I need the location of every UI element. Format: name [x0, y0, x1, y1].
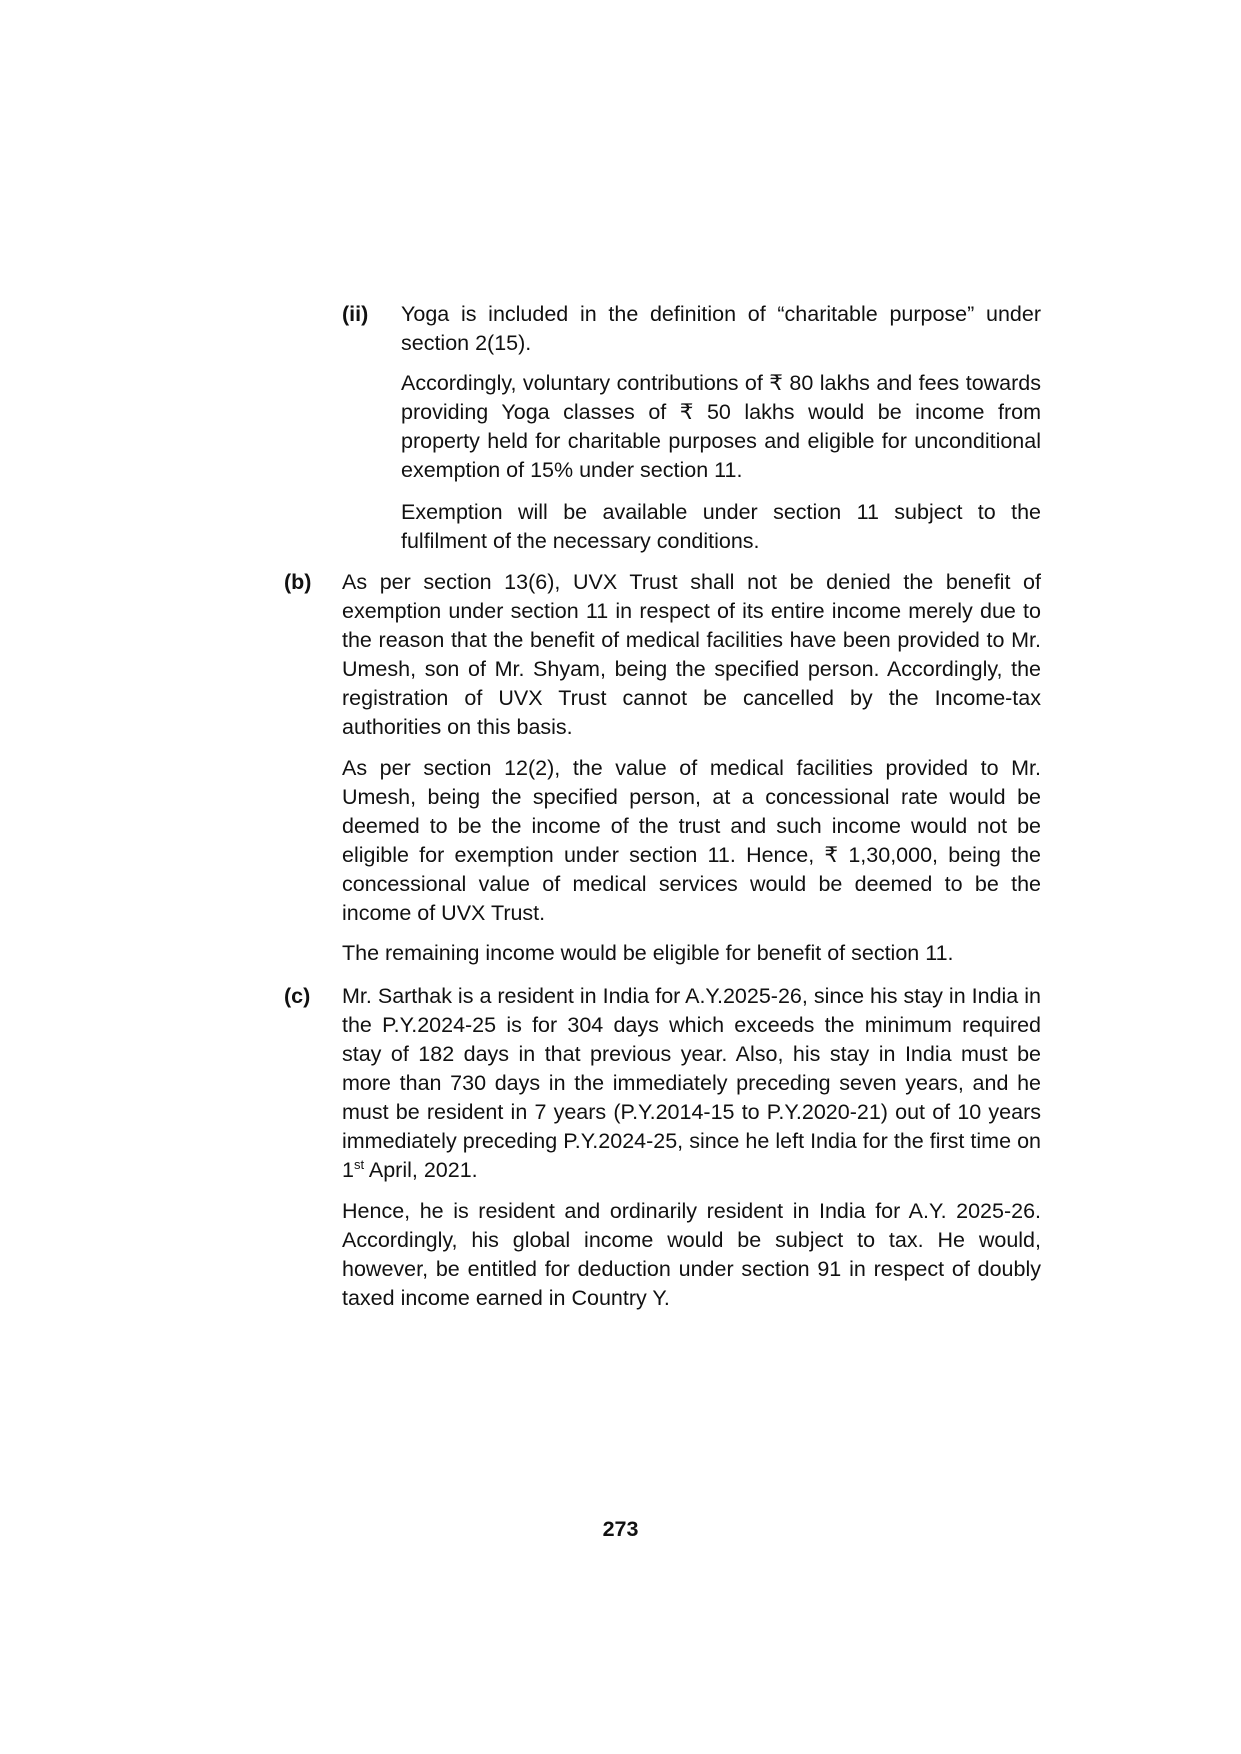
item-c-paragraph-1-end: April, 2021.: [364, 1158, 478, 1182]
ordinal-superscript: st: [353, 1156, 365, 1172]
item-c-paragraph-1-text: Mr. Sarthak is a resident in India for A.Y.2025-26, since his stay in India in the P.Y.2024-25 is for 304 days which exceeds the minimum required stay of 182 days in that previous year. Also, his stay in India must be more than 730 days in the immediately preceding seven years, and he must be resident in 7 years (P.Y.2014-15 to P.Y.2020-21) out of 10 years immediately preceding P.Y.2024-25, since he left India for the first time on 1: [342, 984, 1041, 1182]
item-ii-paragraph-1: Yoga is included in the definition of “charitable purpose” under section 2(15).: [401, 302, 1041, 355]
item-ii-paragraph-2: Accordingly, voluntary contributions of ₹ 80 lakhs and fees towards providing Yoga classes of ₹ 50 lakhs would be income from property held for charitable purposes and eligible for unconditional exemption of 15% under section 11.: [401, 371, 1041, 482]
item-ii-paragraph-3: Exemption will be available under section 11 subject to the fulfilment of the necessary conditions.: [401, 500, 1041, 553]
item-b-label: (b): [284, 570, 312, 594]
item-c-label: (c): [284, 984, 311, 1008]
item-c-paragraph-1: [342, 982, 1041, 1185]
item-ii-label: (ii): [342, 302, 369, 326]
item-b-paragraph-2: As per section 12(2), the value of medical facilities provided to Mr. Umesh, being the specified person, at a concessional rate would be deemed to be the income of the trust and such income would not be eligible for exemption under section 11. Hence, ₹ 1,30,000, being the concessional value of medical services would be deemed to be the income of UVX Trust.: [342, 756, 1041, 925]
page-number: 273: [602, 1517, 639, 1541]
item-b-paragraph-1: As per section 13(6), UVX Trust shall not be denied the benefit of exemption under section 11 in respect of its entire income merely due to the reason that the benefit of medical facilities have been provided to Mr. Umesh, son of Mr. Shyam, being the specified person. Accordingly, the registration of UVX Trust cannot be cancelled by the Income-tax authorities on this basis.: [342, 570, 1041, 739]
item-c-paragraph-2: Hence, he is resident and ordinarily resident in India for A.Y. 2025-26. Accordingly, his global income would be subject to tax. He would, however, be entitled for deduction under section 91 in respect of doubly taxed income earned in Country Y.: [342, 1199, 1041, 1310]
item-b-paragraph-3: The remaining income would be eligible for benefit of section 11.: [342, 941, 954, 965]
